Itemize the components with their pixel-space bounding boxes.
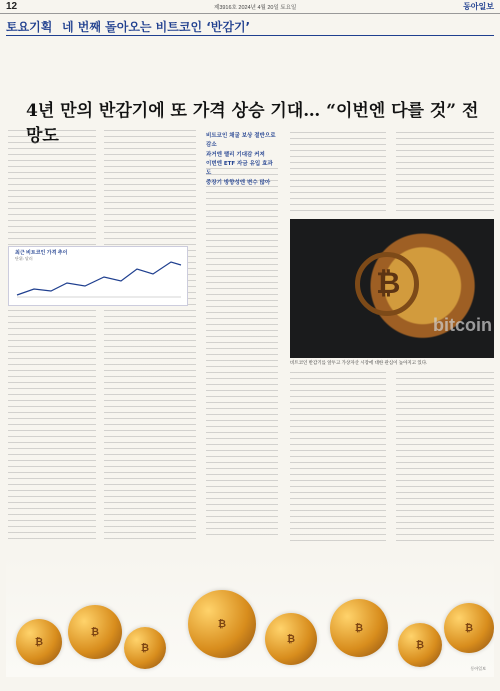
- bitcoin-coin-icon: [444, 603, 494, 653]
- chart-title: 최근 비트코인 가격 추이: [15, 250, 68, 256]
- bitcoin-coin-icon: [68, 605, 122, 659]
- article-column-4: [290, 132, 386, 214]
- photo-caption: 비트코인 반감기를 앞두고 가상자산 시장에 대한 관심이 높아지고 있다.: [290, 360, 428, 365]
- page-number: 12: [6, 1, 18, 12]
- price-chart: [8, 246, 188, 306]
- bitcoin-coin-icon: [188, 590, 256, 658]
- article-column-5: [396, 132, 494, 214]
- article-column-6: [290, 372, 386, 542]
- highlight-1: 비트코인 채굴 보상 절반으로 감소: [206, 133, 276, 149]
- footer-note: 동아일보: [470, 666, 486, 671]
- bitcoin-coin-icon: [124, 627, 166, 669]
- article-headline: 4년 만의 반감기에 또 가격 상승 기대… “이번엔 다를 것” 전망도: [26, 101, 479, 146]
- bitcoin-coin-icon: [16, 619, 62, 665]
- article-column-1: [8, 130, 96, 540]
- bitcoin-coin-icon: [398, 623, 442, 667]
- bitcoin-coins-illustration: [6, 555, 494, 677]
- section-tag: 토요기획: [6, 20, 53, 34]
- newspaper-header: [0, 0, 500, 14]
- highlight-3: 이번엔 ETF 자금 유입 효과도: [206, 161, 273, 177]
- article-highlights: [206, 132, 278, 188]
- issue-line: 제3916호 2024년 4월 20일 토요일: [214, 5, 297, 11]
- article-column-2: [104, 130, 196, 540]
- highlight-4: 중장기 방향성엔 변수 많아: [206, 179, 271, 186]
- bitcoin-coin-icon: [330, 599, 388, 657]
- article-column-7: [396, 372, 494, 542]
- chart-subtitle: 단위: 달러: [15, 256, 33, 261]
- chart-graphic: [9, 247, 189, 307]
- bitcoin-symbol-icon: ₿: [376, 266, 401, 301]
- highlight-2: 과거엔 랠리 기대감 커져: [206, 151, 265, 158]
- section-kicker: 네 번째 돌아오는 비트코인 ‘반감기’: [62, 20, 251, 34]
- publication-logo: 동아일보: [463, 1, 494, 11]
- bitcoin-photo-watermark: bitcoin: [433, 315, 492, 335]
- article-column-3: [206, 168, 278, 540]
- section-rule: [6, 35, 494, 36]
- bitcoin-coin-icon: [265, 613, 317, 665]
